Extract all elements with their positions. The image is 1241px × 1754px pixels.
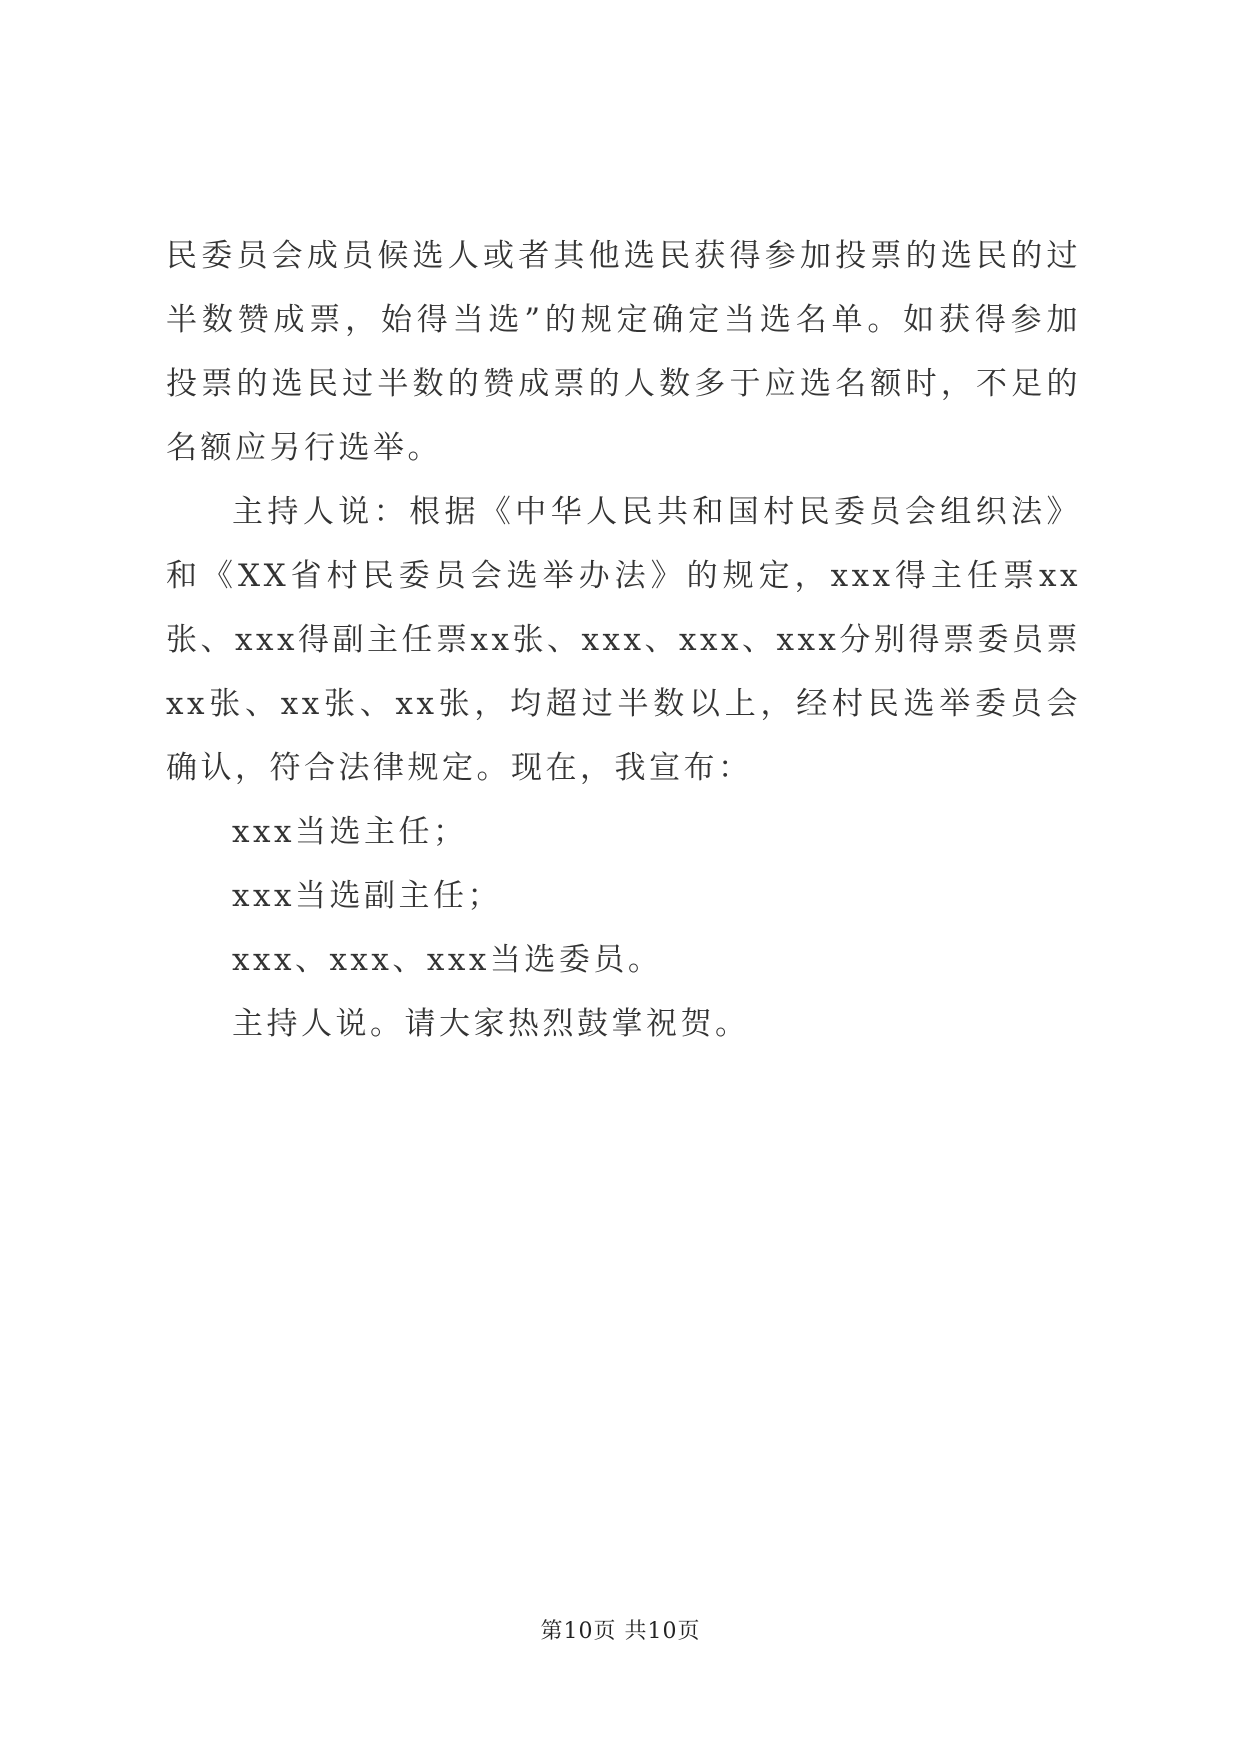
paragraph-members-elected: xxx、xxx、xxx当选委员。	[232, 942, 663, 978]
document-body	[166, 224, 1081, 1056]
paragraph-announcement-intro: 主持人说：根据《中华人民共和国村民委员会组织法》和《XX省村民委员会选举办法》的规定，xxx得主任票xx张、xxx得副主任票xx张、xxx、xxx、xxx分别得票委员票xx张、xx张、xx张，均超过半数以上，经村民选举委员会确认，符合法律规定。现在，我宣布：	[166, 494, 1081, 786]
paragraph-applause: 主持人说。请大家热烈鼓掌祝贺。	[232, 1006, 750, 1042]
paragraph-director-elected: xxx当选主任；	[232, 814, 468, 850]
paragraph-continuation: 民委员会成员候选人或者其他选民获得参加投票的选民的过半数赞成票，始得当选”的规定确定当选名单。如获得参加投票的选民过半数的赞成票的人数多于应选名额时，不足的名额应另行选举。	[166, 238, 1081, 466]
paragraph-deputy-director-elected: xxx当选副主任；	[232, 878, 502, 914]
page-number-footer: 第10页 共10页	[540, 1619, 701, 1644]
